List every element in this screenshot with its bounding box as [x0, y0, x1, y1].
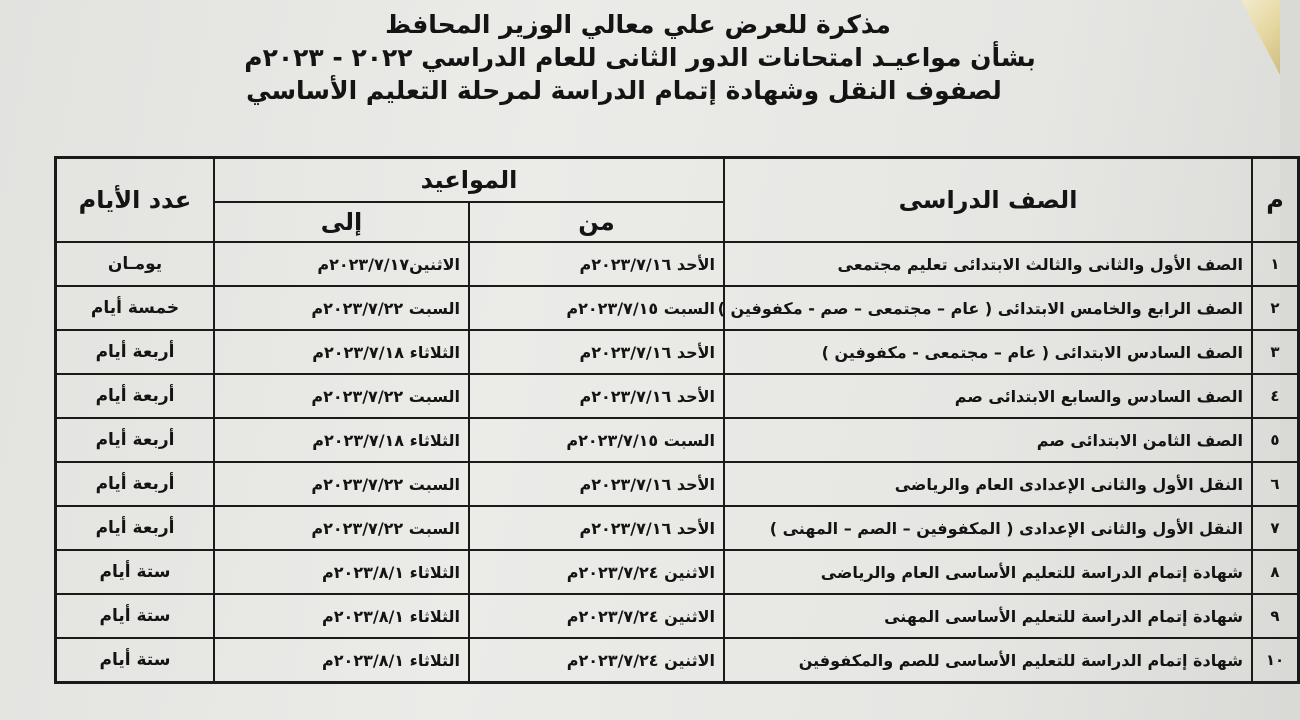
- row-from: الاثنين ٢٠٢٣/٧/٢٤م: [469, 594, 724, 638]
- header-num: م: [1252, 158, 1299, 243]
- row-from: الأحد ٢٠٢٣/٧/١٦م: [469, 462, 724, 506]
- exam-schedule-table: [54, 156, 1300, 684]
- table-row: [56, 286, 1299, 330]
- row-to: السبت ٢٠٢٣/٧/٢٢م: [214, 286, 469, 330]
- row-days: أربعة أيام: [56, 506, 215, 550]
- row-grade: النقل الأول والثانى الإعدادى ( المكفوفين – الصم – المهنى ): [724, 506, 1252, 550]
- table-row: [56, 418, 1299, 462]
- row-days: أربعة أيام: [56, 330, 215, 374]
- table-row: [56, 594, 1299, 638]
- row-num: ٣: [1252, 330, 1299, 374]
- header-dates: المواعيد: [214, 158, 724, 203]
- header-line-2: بشأن مواعيـد امتحانات الدور الثانى للعام الدراسي ٢٠٢٢ - ٢٠٢٣م: [244, 43, 1036, 72]
- row-num: ٢: [1252, 286, 1299, 330]
- table-row: [56, 330, 1299, 374]
- row-grade: شهادة إتمام الدراسة للتعليم الأساسى العام والرياضى: [724, 550, 1252, 594]
- header-grade: الصف الدراسى: [724, 158, 1252, 243]
- row-from: الأحد ٢٠٢٣/٧/١٦م: [469, 242, 724, 286]
- header-to: إلى: [214, 202, 469, 242]
- row-to: الثلاثاء ٢٠٢٣/٨/١م: [214, 638, 469, 683]
- row-from: الأحد ٢٠٢٣/٧/١٦م: [469, 506, 724, 550]
- row-grade: النقل الأول والثانى الإعدادى العام والرياضى: [724, 462, 1252, 506]
- row-num: ١: [1252, 242, 1299, 286]
- row-num: ٤: [1252, 374, 1299, 418]
- table-row: [56, 506, 1299, 550]
- row-num: ٨: [1252, 550, 1299, 594]
- row-days: أربعة أيام: [56, 374, 215, 418]
- table-row: [56, 638, 1299, 683]
- page-corner: [1220, 0, 1280, 75]
- table-row: [56, 550, 1299, 594]
- header-line-1: مذكرة للعرض علي معالي الوزير المحافظ: [385, 10, 891, 39]
- row-days: ستة أيام: [56, 638, 215, 683]
- row-num: ٩: [1252, 594, 1299, 638]
- row-from: الأحد ٢٠٢٣/٧/١٦م: [469, 374, 724, 418]
- header-from: من: [469, 202, 724, 242]
- row-grade: الصف الثامن الابتدائى صم: [724, 418, 1252, 462]
- row-to: الثلاثاء ٢٠٢٣/٧/١٨م: [214, 418, 469, 462]
- row-days: يومـان: [56, 242, 215, 286]
- header-days: عدد الأيام: [56, 158, 215, 243]
- row-grade: شهادة إتمام الدراسة للتعليم الأساسى للصم والمكفوفين: [724, 638, 1252, 683]
- row-from: الاثنين ٢٠٢٣/٧/٢٤م: [469, 550, 724, 594]
- row-grade: شهادة إتمام الدراسة للتعليم الأساسى المهنى: [724, 594, 1252, 638]
- row-from: السبت ٢٠٢٣/٧/١٥م: [469, 286, 724, 330]
- row-days: خمسة أيام: [56, 286, 215, 330]
- row-days: ستة أيام: [56, 550, 215, 594]
- row-to: الثلاثاء ٢٠٢٣/٨/١م: [214, 594, 469, 638]
- row-days: ستة أيام: [56, 594, 215, 638]
- row-grade: الصف السادس الابتدائى ( عام – مجتمعى - مكفوفين ): [724, 330, 1252, 374]
- table-row: [56, 462, 1299, 506]
- table-row: [56, 242, 1299, 286]
- row-to: السبت ٢٠٢٣/٧/٢٢م: [214, 506, 469, 550]
- row-num: ٧: [1252, 506, 1299, 550]
- row-to: السبت ٢٠٢٣/٧/٢٢م: [214, 374, 469, 418]
- row-days: أربعة أيام: [56, 462, 215, 506]
- row-num: ٦: [1252, 462, 1299, 506]
- row-grade: الصف الأول والثانى والثالث الابتدائى تعليم مجتمعى: [724, 242, 1252, 286]
- table-row: [56, 374, 1299, 418]
- row-from: الاثنين ٢٠٢٣/٧/٢٤م: [469, 638, 724, 683]
- row-grade: الصف السادس والسابع الابتدائى صم: [724, 374, 1252, 418]
- row-to: الثلاثاء ٢٠٢٣/٨/١م: [214, 550, 469, 594]
- document-header: [150, 8, 1130, 107]
- row-grade: الصف الرابع والخامس الابتدائى ( عام – مجتمعى – صم - مكفوفين ): [724, 286, 1252, 330]
- row-num: ٥: [1252, 418, 1299, 462]
- header-line-3: لصفوف النقل وشهادة إتمام الدراسة لمرحلة التعليم الأساسي: [246, 76, 1002, 105]
- row-from: السبت ٢٠٢٣/٧/١٥م: [469, 418, 724, 462]
- row-to: الثلاثاء ٢٠٢٣/٧/١٨م: [214, 330, 469, 374]
- row-to: السبت ٢٠٢٣/٧/٢٢م: [214, 462, 469, 506]
- row-to: الاثنين٢٠٢٣/٧/١٧م: [214, 242, 469, 286]
- row-days: أربعة أيام: [56, 418, 215, 462]
- row-from: الأحد ٢٠٢٣/٧/١٦م: [469, 330, 724, 374]
- row-num: ١٠: [1252, 638, 1299, 683]
